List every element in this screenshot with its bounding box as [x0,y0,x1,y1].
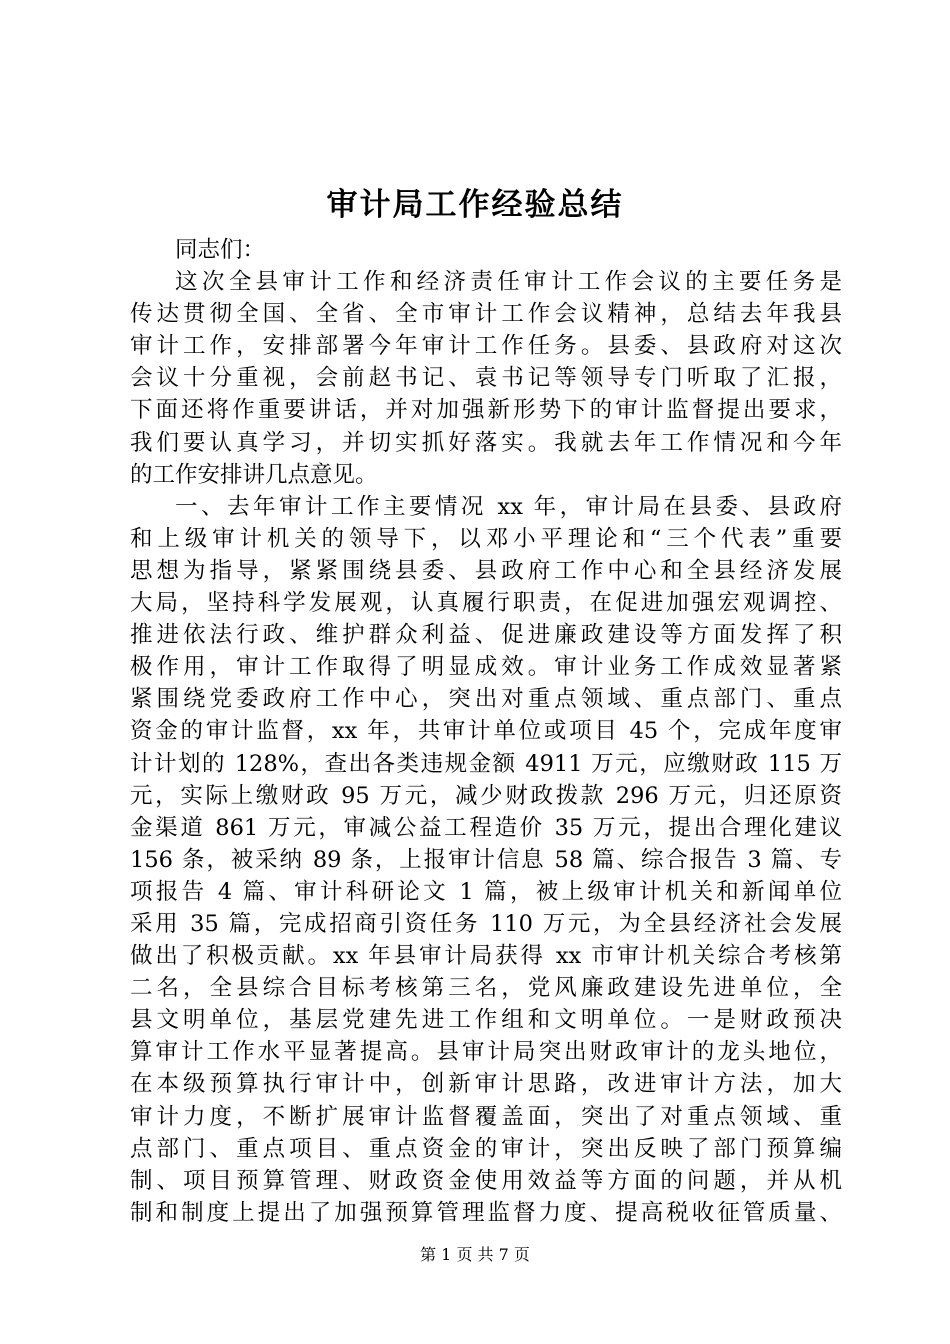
page-footer: 第 1 页 共 7 页 [420,1245,530,1264]
paragraph-line: 采用 35 篇，完成招商引资任务 110 万元，为全县经济社会发展 [130,910,842,937]
paragraph-line: 金渠道 861 万元，审减公益工程造价 35 万元，提出合理化建议 [130,814,842,841]
paragraph-line: 审计力度，不断扩展审计监督覆盖面，突出了对重点领域、重 [130,1103,842,1130]
paragraph-line: 思想为指导，紧紧围绕县委、县政府工作中心和全县经济发展 [130,557,842,584]
paragraph-line: 一、去年审计工作主要情况 xx 年，审计局在县委、县政府 [175,493,842,520]
paragraph-line: 县文明单位，基层党建先进工作组和文明单位。一是财政预决 [130,1007,842,1034]
paragraph-line: 做出了积极贡献。xx 年县审计局获得 xx 市审计机关综合考核第 [130,943,842,970]
paragraph-line: 资金的审计监督，xx 年，共审计单位或项目 45 个，完成年度审 [130,718,842,745]
paragraph-line: 二名，全县综合目标考核第三名，党风廉政建设先进单位，全 [130,975,842,1002]
paragraph-line: 项报告 4 篇、审计科研论文 1 篇，被上级审计机关和新闻单位 [130,878,842,905]
paragraph-line: 大局，坚持科学发展观，认真履行职责，在促进加强宏观调控、 [130,590,842,617]
paragraph-line: 极作用，审计工作取得了明显成效。审计业务工作成效显著紧 [130,654,842,681]
paragraph-line: 这次全县审计工作和经济责任审计工作会议的主要任务是 [175,269,842,296]
paragraph-line: 在本级预算执行审计中，创新审计思路，改进审计方法，加大 [130,1071,842,1098]
paragraph-line: 制和制度上提出了加强预算管理监督力度、提高税收征管质量、 [130,1199,842,1226]
document-body [130,234,842,1229]
paragraph-line: 会议十分重视，会前赵书记、袁书记等领导专门听取了汇报， [130,365,842,392]
paragraph-line: 156 条，被采纳 89 条，上报审计信息 58 篇、综合报告 3 篇、专 [130,846,842,873]
paragraph-line: 审计工作，安排部署今年审计工作任务。县委、县政府对这次 [130,333,842,360]
paragraph-line: 和上级审计机关的领导下，以邓小平理论和“三个代表”重要 [130,525,842,552]
salutation-line: 同志们： [175,237,266,263]
paragraph-line: 传达贯彻全国、全省、全市审计工作会议精神，总结去年我县 [130,301,842,328]
paragraph-line: 元，实际上缴财政 95 万元，减少财政拨款 296 万元，归还原资 [130,782,842,809]
paragraph-line: 制、项目预算管理、财政资金使用效益等方面的问题，并从机 [130,1167,842,1194]
document-title: 审计局工作经验总结 [326,187,624,223]
paragraph-line: 的工作安排讲几点意见。 [130,461,378,488]
paragraph-line: 算审计工作水平显著提高。县审计局突出财政审计的龙头地位， [130,1039,842,1066]
paragraph-line: 下面还将作重要讲话，并对加强新形势下的审计监督提出要求， [130,397,842,424]
paragraph-line: 计计划的 128%，查出各类违规金额 4911 万元，应缴财政 115 万 [130,750,842,777]
paragraph-line: 推进依法行政、维护群众利益、促进廉政建设等方面发挥了积 [130,622,842,649]
paragraph-line: 我们要认真学习，并切实抓好落实。我就去年工作情况和今年 [130,429,842,456]
paragraph-line: 紧围绕党委政府工作中心，突出对重点领域、重点部门、重点 [130,686,842,713]
paragraph-line: 点部门、重点项目、重点资金的审计，突出反映了部门预算编 [130,1135,842,1162]
